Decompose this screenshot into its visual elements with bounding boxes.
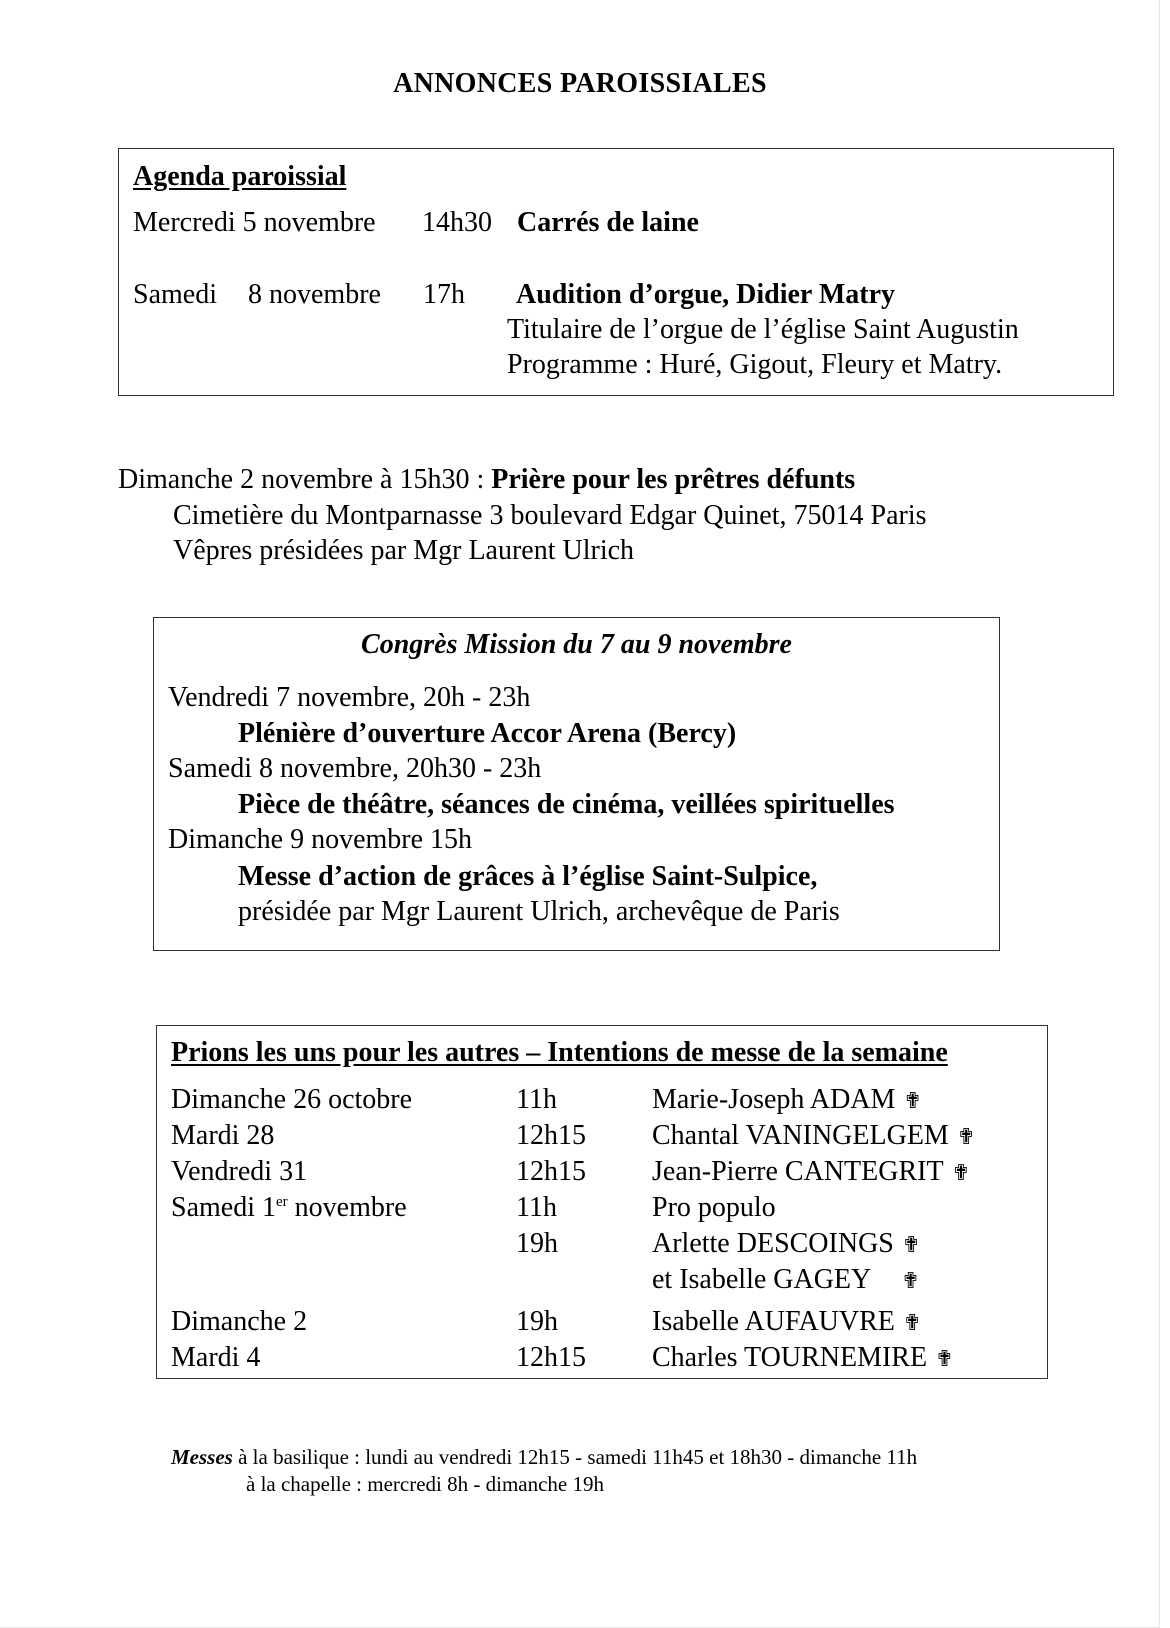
priere-prefix: Dimanche 2 novembre à 15h30 : — [118, 464, 492, 495]
agenda-row2-day: Samedi — [133, 279, 217, 310]
messes-line1 — [171, 1444, 917, 1470]
agenda-row1-day: Mercredi 5 novembre — [133, 207, 376, 238]
intention-name — [652, 1191, 776, 1225]
intention-time: 12h15 — [516, 1156, 586, 1187]
messes-basilique: à la basilique : lundi au vendredi 12h15 - samedi 11h45 et 18h30 - dimanche 11h — [232, 1445, 918, 1469]
agenda-row2-date: 8 novembre — [248, 279, 381, 310]
intention-day — [171, 1341, 260, 1375]
intention-time: 19h — [516, 1306, 558, 1337]
intention-day — [171, 1305, 307, 1339]
intention-day-suffix: novembre — [287, 1192, 407, 1223]
intention-name-text: Arlette DESCOINGS — [652, 1228, 894, 1259]
intention-day — [171, 1191, 407, 1225]
intentions-heading: Prions les uns pour les autres – Intentions de messe de la semaine — [171, 1037, 948, 1068]
intention-name-text: Jean-Pierre CANTEGRIT — [652, 1156, 944, 1187]
intention-day-text: Mardi 28 — [171, 1120, 275, 1151]
intention-time: 12h15 — [516, 1120, 586, 1151]
messes-label: Messes — [171, 1445, 233, 1469]
intention-day-text: Mardi 4 — [171, 1342, 261, 1373]
intention-day-text: Dimanche 2 — [171, 1306, 308, 1337]
agenda-row2-time: 17h — [423, 279, 465, 310]
priere-line1 — [118, 463, 855, 497]
cross-icon: ✟ — [951, 1161, 971, 1186]
page-title: ANNONCES PAROISSIALES — [393, 68, 767, 99]
congres-item1-what: Plénière d’ouverture Accor Arena (Bercy) — [238, 718, 737, 749]
intention-name — [652, 1155, 970, 1191]
congres-item2-when: Samedi 8 novembre, 20h30 - 23h — [168, 753, 542, 784]
intention-day — [171, 1155, 307, 1189]
intention-name — [652, 1305, 921, 1341]
agenda-row2-detail1: Titulaire de l’orgue de l’église Saint Augustin — [507, 314, 1019, 345]
cross-icon: ✟ — [903, 1089, 922, 1114]
cross-icon: ✟ — [901, 1269, 920, 1294]
intention-name-text: et Isabelle GAGEY — [652, 1264, 872, 1295]
intention-name-text: Chantal VANINGELGEM — [652, 1120, 949, 1151]
messes-line2: à la chapelle : mercredi 8h - dimanche 19h — [246, 1472, 605, 1496]
intention-time: 12h15 — [516, 1342, 586, 1373]
intention-day-sup: er — [276, 1194, 288, 1210]
intention-name — [652, 1227, 920, 1263]
cross-icon: ✟ — [901, 1233, 921, 1258]
agenda-heading: Agenda paroissial — [133, 161, 347, 192]
intention-time: 11h — [516, 1192, 557, 1223]
congres-item3-what: Messe d’action de grâces à l’église Saint-Sulpice, — [238, 861, 818, 892]
intention-name — [652, 1341, 954, 1377]
intention-name-text: Charles TOURNEMIRE — [652, 1342, 928, 1373]
congres-heading: Congrès Mission du 7 au 9 novembre — [361, 629, 792, 660]
priere-location: Cimetière du Montparnasse 3 boulevard Edgar Quinet, 75014 Paris — [173, 500, 927, 531]
intention-time: 11h — [516, 1084, 557, 1115]
intention-day — [171, 1083, 412, 1117]
priere-vepres: Vêpres présidées par Mgr Laurent Ulrich — [173, 535, 635, 566]
congres-item1-when: Vendredi 7 novembre, 20h - 23h — [168, 682, 531, 713]
agenda-row1-event: Carrés de laine — [517, 207, 699, 238]
intention-name — [652, 1119, 975, 1155]
priere-title: Prière pour les prêtres défunts — [491, 464, 856, 495]
intention-name — [652, 1263, 920, 1299]
cross-icon: ✟ — [902, 1311, 922, 1336]
agenda-row2-detail2: Programme : Huré, Gigout, Fleury et Matry. — [507, 349, 1003, 380]
intention-day-text: Vendredi 31 — [171, 1156, 308, 1187]
congres-item2-what: Pièce de théâtre, séances de cinéma, veillées spirituelles — [238, 789, 895, 820]
intention-name-text: Isabelle AUFAUVRE — [652, 1306, 895, 1337]
cross-icon: ✟ — [956, 1125, 976, 1150]
intention-name-text: Marie-Joseph ADAM — [652, 1084, 896, 1115]
intention-day-text: Dimanche 26 octobre — [171, 1084, 413, 1115]
intention-name — [652, 1083, 922, 1119]
intention-name-text: Pro populo — [652, 1192, 776, 1223]
cross-icon: ✟ — [935, 1347, 954, 1372]
agenda-row1-time: 14h30 — [422, 207, 492, 238]
intention-day — [171, 1119, 274, 1153]
congres-item3-when: Dimanche 9 novembre 15h — [168, 824, 473, 855]
intention-time: 19h — [516, 1228, 558, 1259]
agenda-row2-event: Audition d’orgue, Didier Matry — [516, 279, 896, 310]
intention-day-text: Samedi 1 — [171, 1192, 276, 1223]
congres-item3-extra: présidée par Mgr Laurent Ulrich, archevêque de Paris — [238, 896, 840, 927]
